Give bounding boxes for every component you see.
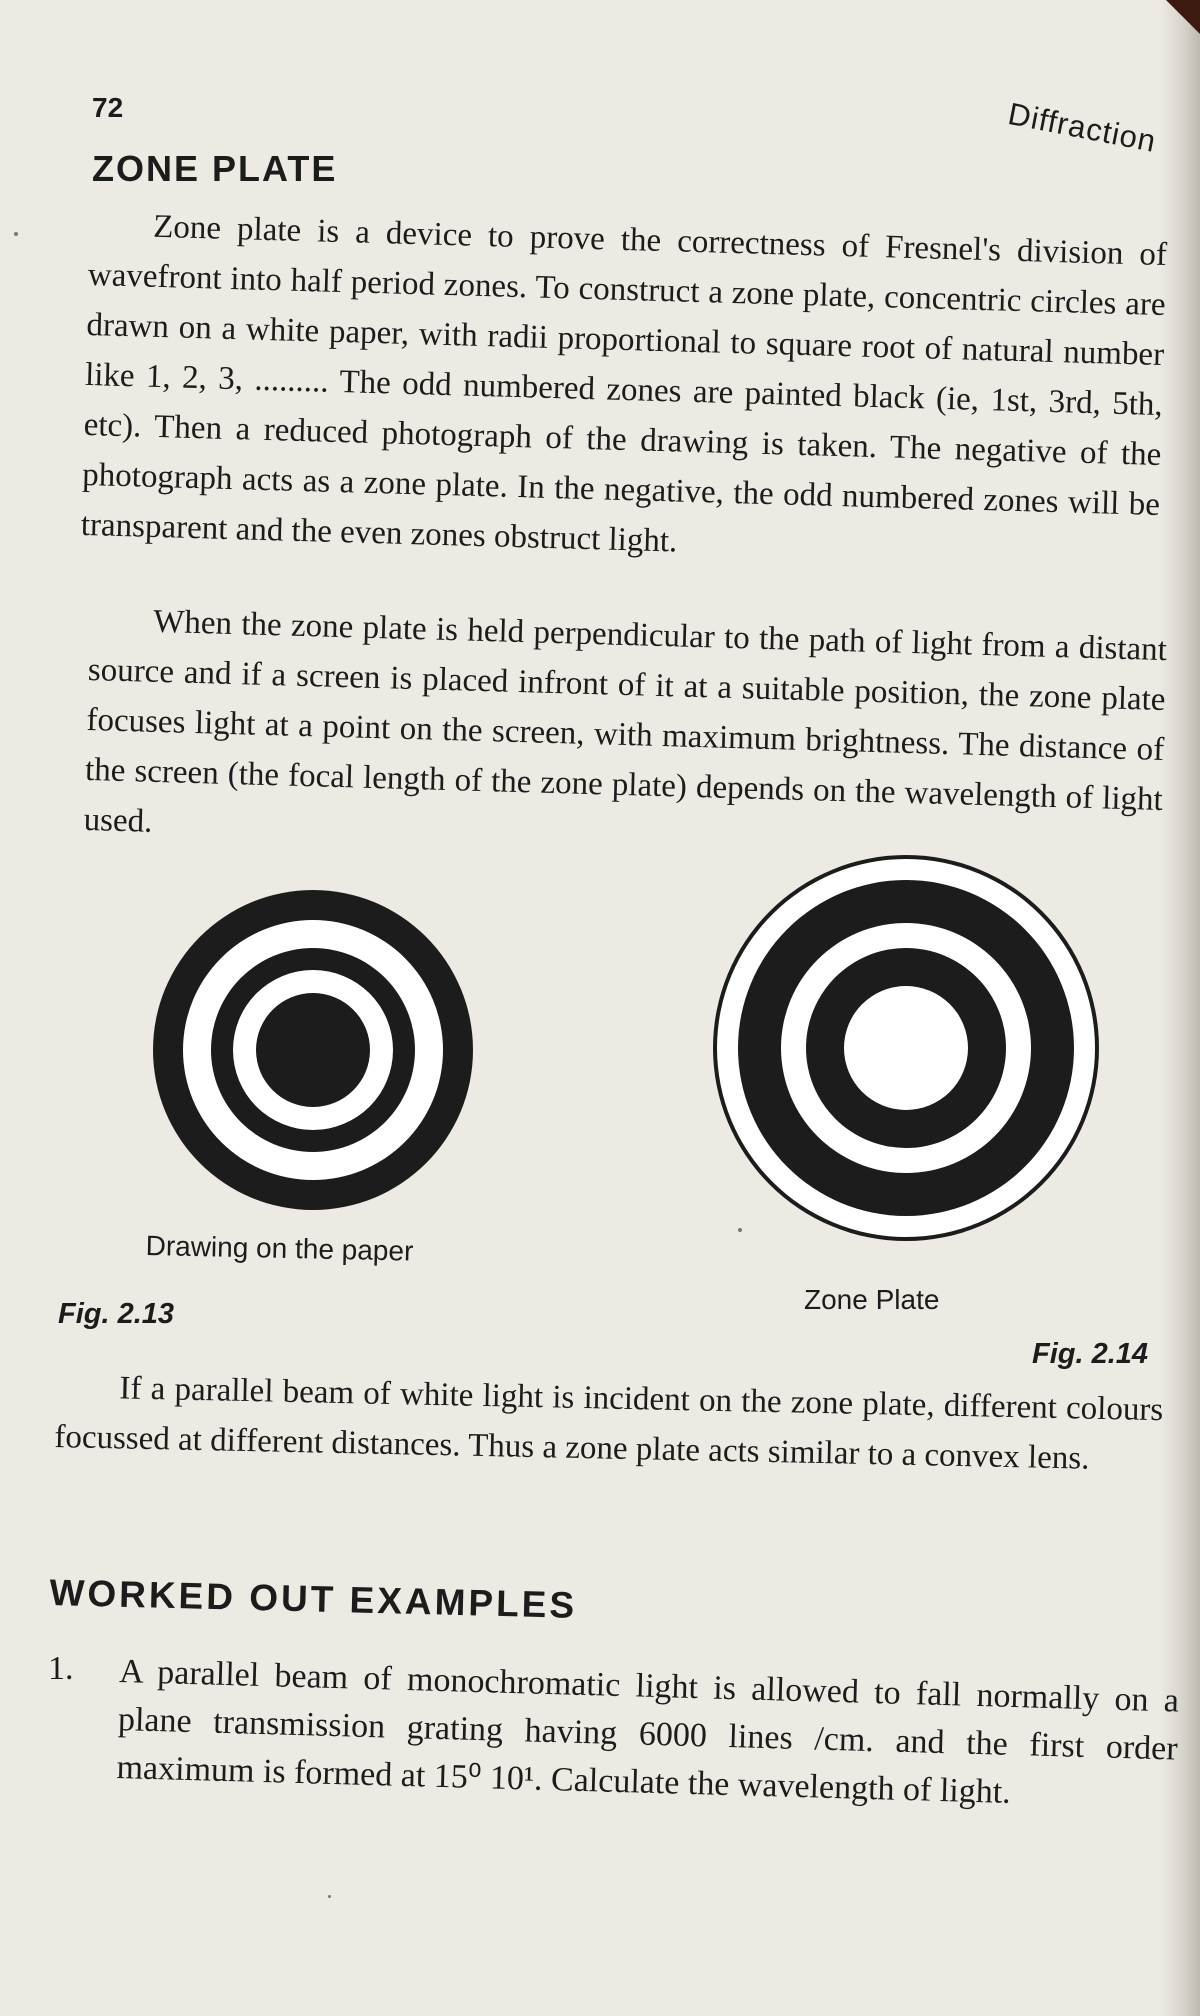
running-head: Diffraction (1005, 96, 1160, 159)
figure-zone-plate (706, 848, 1106, 1248)
paragraph-zone-plate-focusing: When the zone plate is held perpendicular to the path of light from a distant source and if a screen is placed infront of it at a suitable position, the zone plate focuses light at a point on the screen, with maximum brightness. The distance of the screen (the focal length of the zone plate) depends on the wavelength of light used. (83, 603, 1168, 840)
figure-drawing-on-paper (148, 885, 478, 1215)
figure-caption-zone-plate: Zone Plate (804, 1284, 940, 1315)
figure-label-2-14: Fig. 2.14 (1032, 1338, 1149, 1370)
examples-title: WORKED OUT EXAMPLES (48, 1572, 578, 1626)
page-speck (14, 232, 18, 236)
section-title: ZONE PLATE (92, 148, 338, 189)
example-number: 1. (48, 1650, 74, 1687)
plate-center-disc (844, 986, 968, 1110)
page-speck (328, 1895, 331, 1898)
page-corner-shadow (1166, 0, 1200, 34)
figure-label-2-13: Fig. 2.13 (58, 1298, 175, 1330)
figure-caption-drawing: Drawing on the paper (145, 1230, 414, 1267)
example-text: A parallel beam of monochromatic light is allowed to fall normally on a plane transmission grating having 6000 lines /cm. and the first order maximum is formed at 15⁰ 10¹. Calculate the wavelength of light. (116, 1652, 1180, 1811)
page-number: 72 (92, 92, 124, 123)
page-speck (738, 1228, 742, 1232)
paragraph-zone-plate-definition: Zone plate is a device to prove the correctness of Fresnel's division of wavefront into half period zones. To construct a zone plate, concentric circles are drawn on a white paper, with radii proportional to square root of natural number like 1, 2, 3, ......... The odd numbered zones are painted black (ie, 1st, 3rd, 5th, etc). Then a reduced photograph of the drawing is taken. The negative of the photograph acts as a zone plate. In the negative, the odd numbered zones will be transparent and the even zones obstruct light. (80, 208, 1168, 560)
paragraph-white-light: If a parallel beam of white light is incident on the zone plate, different colours focussed at different distances. Thus a zone plate acts similar to a convex lens. (54, 1370, 1164, 1477)
zone-center-disc (256, 993, 370, 1107)
